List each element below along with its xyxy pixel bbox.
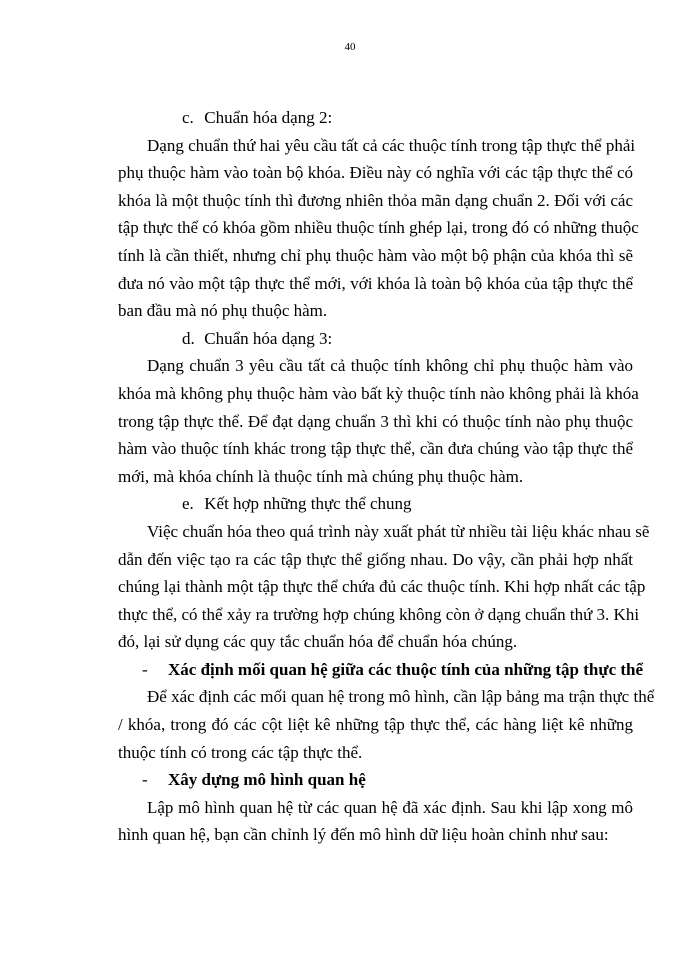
section-e-title: Kết hợp những thực thể chung — [204, 494, 412, 514]
section-c-title: Chuẩn hóa dạng 2: — [204, 108, 333, 127]
section-d-title: Chuẩn hóa dạng 3: — [204, 328, 333, 348]
paragraph-line: phụ thuộc hàm vào toàn bộ khóa. Điều này có nghĩa với các tập thực thể có — [118, 163, 633, 183]
paragraph-line: chúng lại thành một tập thực thể chứa đủ các thuộc tính. Khi hợp nhất các tập — [118, 577, 646, 597]
relation-heading — [142, 656, 644, 684]
relation-heading-title: Xác định mối quan hệ giữa các thuộc tính của những tập thực thể — [168, 659, 644, 679]
page-number: 40 — [344, 41, 356, 53]
section-c-heading — [147, 104, 633, 132]
section-c-label: c. — [182, 108, 194, 127]
paragraph-line: tập thực thể có khóa gồm nhiều thuộc tính ghép lại, trong đó có những thuộc — [118, 218, 639, 238]
paragraph-line: dẫn đến việc tạo ra các tập thực thể giống nhau. Do vậy, cần phải hợp nhất — [118, 549, 633, 569]
section-e-label: e. — [182, 494, 194, 514]
paragraph-line: khóa là một thuộc tính thì đương nhiên thỏa mãn dạng chuẩn 2. Đối với các — [118, 190, 633, 210]
paragraph-line: Dạng chuẩn thứ hai yêu cầu tất cả các thuộc tính trong tập thực thể phải — [147, 135, 636, 155]
paragraph-line: đưa nó vào một tập thực thể mới, với khóa là toàn bộ khóa của tập thực thể — [118, 273, 633, 293]
paragraph-line: Việc chuẩn hóa theo quá trình này xuất phát từ nhiều tài liệu khác nhau sẽ — [147, 521, 650, 541]
bullet-dash: - — [142, 659, 148, 679]
model-heading-title: Xây dựng mô hình quan hệ — [168, 770, 366, 790]
section-e-heading — [147, 490, 633, 518]
section-d-label: d. — [182, 328, 195, 348]
paragraph-line: Để xác định các mối quan hệ trong mô hình, cần lập bảng ma trận thực thể — [147, 687, 655, 707]
paragraph-line: Dạng chuẩn 3 yêu cầu tất cả thuộc tính không chỉ phụ thuộc hàm vào — [147, 356, 633, 376]
paragraph-line: hình quan hệ, bạn cần chỉnh lý đến mô hình dữ liệu hoàn chỉnh như sau: — [118, 825, 609, 845]
paragraph-line: đó, lại sử dụng các quy tắc chuẩn hóa để chuẩn hóa chúng. — [118, 632, 518, 652]
paragraph-line: / khóa, trong đó các cột liệt kê những tập thực thể, các hàng liệt kê những — [118, 715, 633, 735]
paragraph-line: tính là cần thiết, nhưng chỉ phụ thuộc hàm vào một bộ phận của khóa thì sẽ — [118, 245, 633, 265]
section-d-heading — [147, 325, 633, 353]
paragraph-line: mới, mà khóa chính là thuộc tính mà chúng phụ thuộc hàm. — [118, 466, 524, 486]
paragraph-line: thực thể, có thể xảy ra trường hợp chúng không còn ở dạng chuẩn thứ 3. Khi — [118, 604, 640, 624]
paragraph-line: ban đầu mà nó phụ thuộc hàm. — [118, 301, 328, 321]
paragraph-line: thuộc tính có trong các tập thực thể. — [118, 742, 363, 762]
model-heading — [142, 766, 633, 794]
paragraph-line: trong tập thực thể. Để đạt dạng chuẩn 3 thì khi có thuộc tính nào phụ thuộc — [118, 411, 633, 431]
bullet-dash: - — [142, 770, 148, 790]
paragraph-line: khóa mà không phụ thuộc hàm vào bất kỳ thuộc tính nào không phải là khóa — [118, 383, 639, 403]
document-body — [118, 104, 655, 849]
paragraph-line: Lập mô hình quan hệ từ các quan hệ đã xác định. Sau khi lập xong mô — [147, 797, 633, 817]
paragraph-line: hàm vào thuộc tính khác trong tập thực thể, cần đưa chúng vào tập thực thể — [118, 439, 633, 459]
